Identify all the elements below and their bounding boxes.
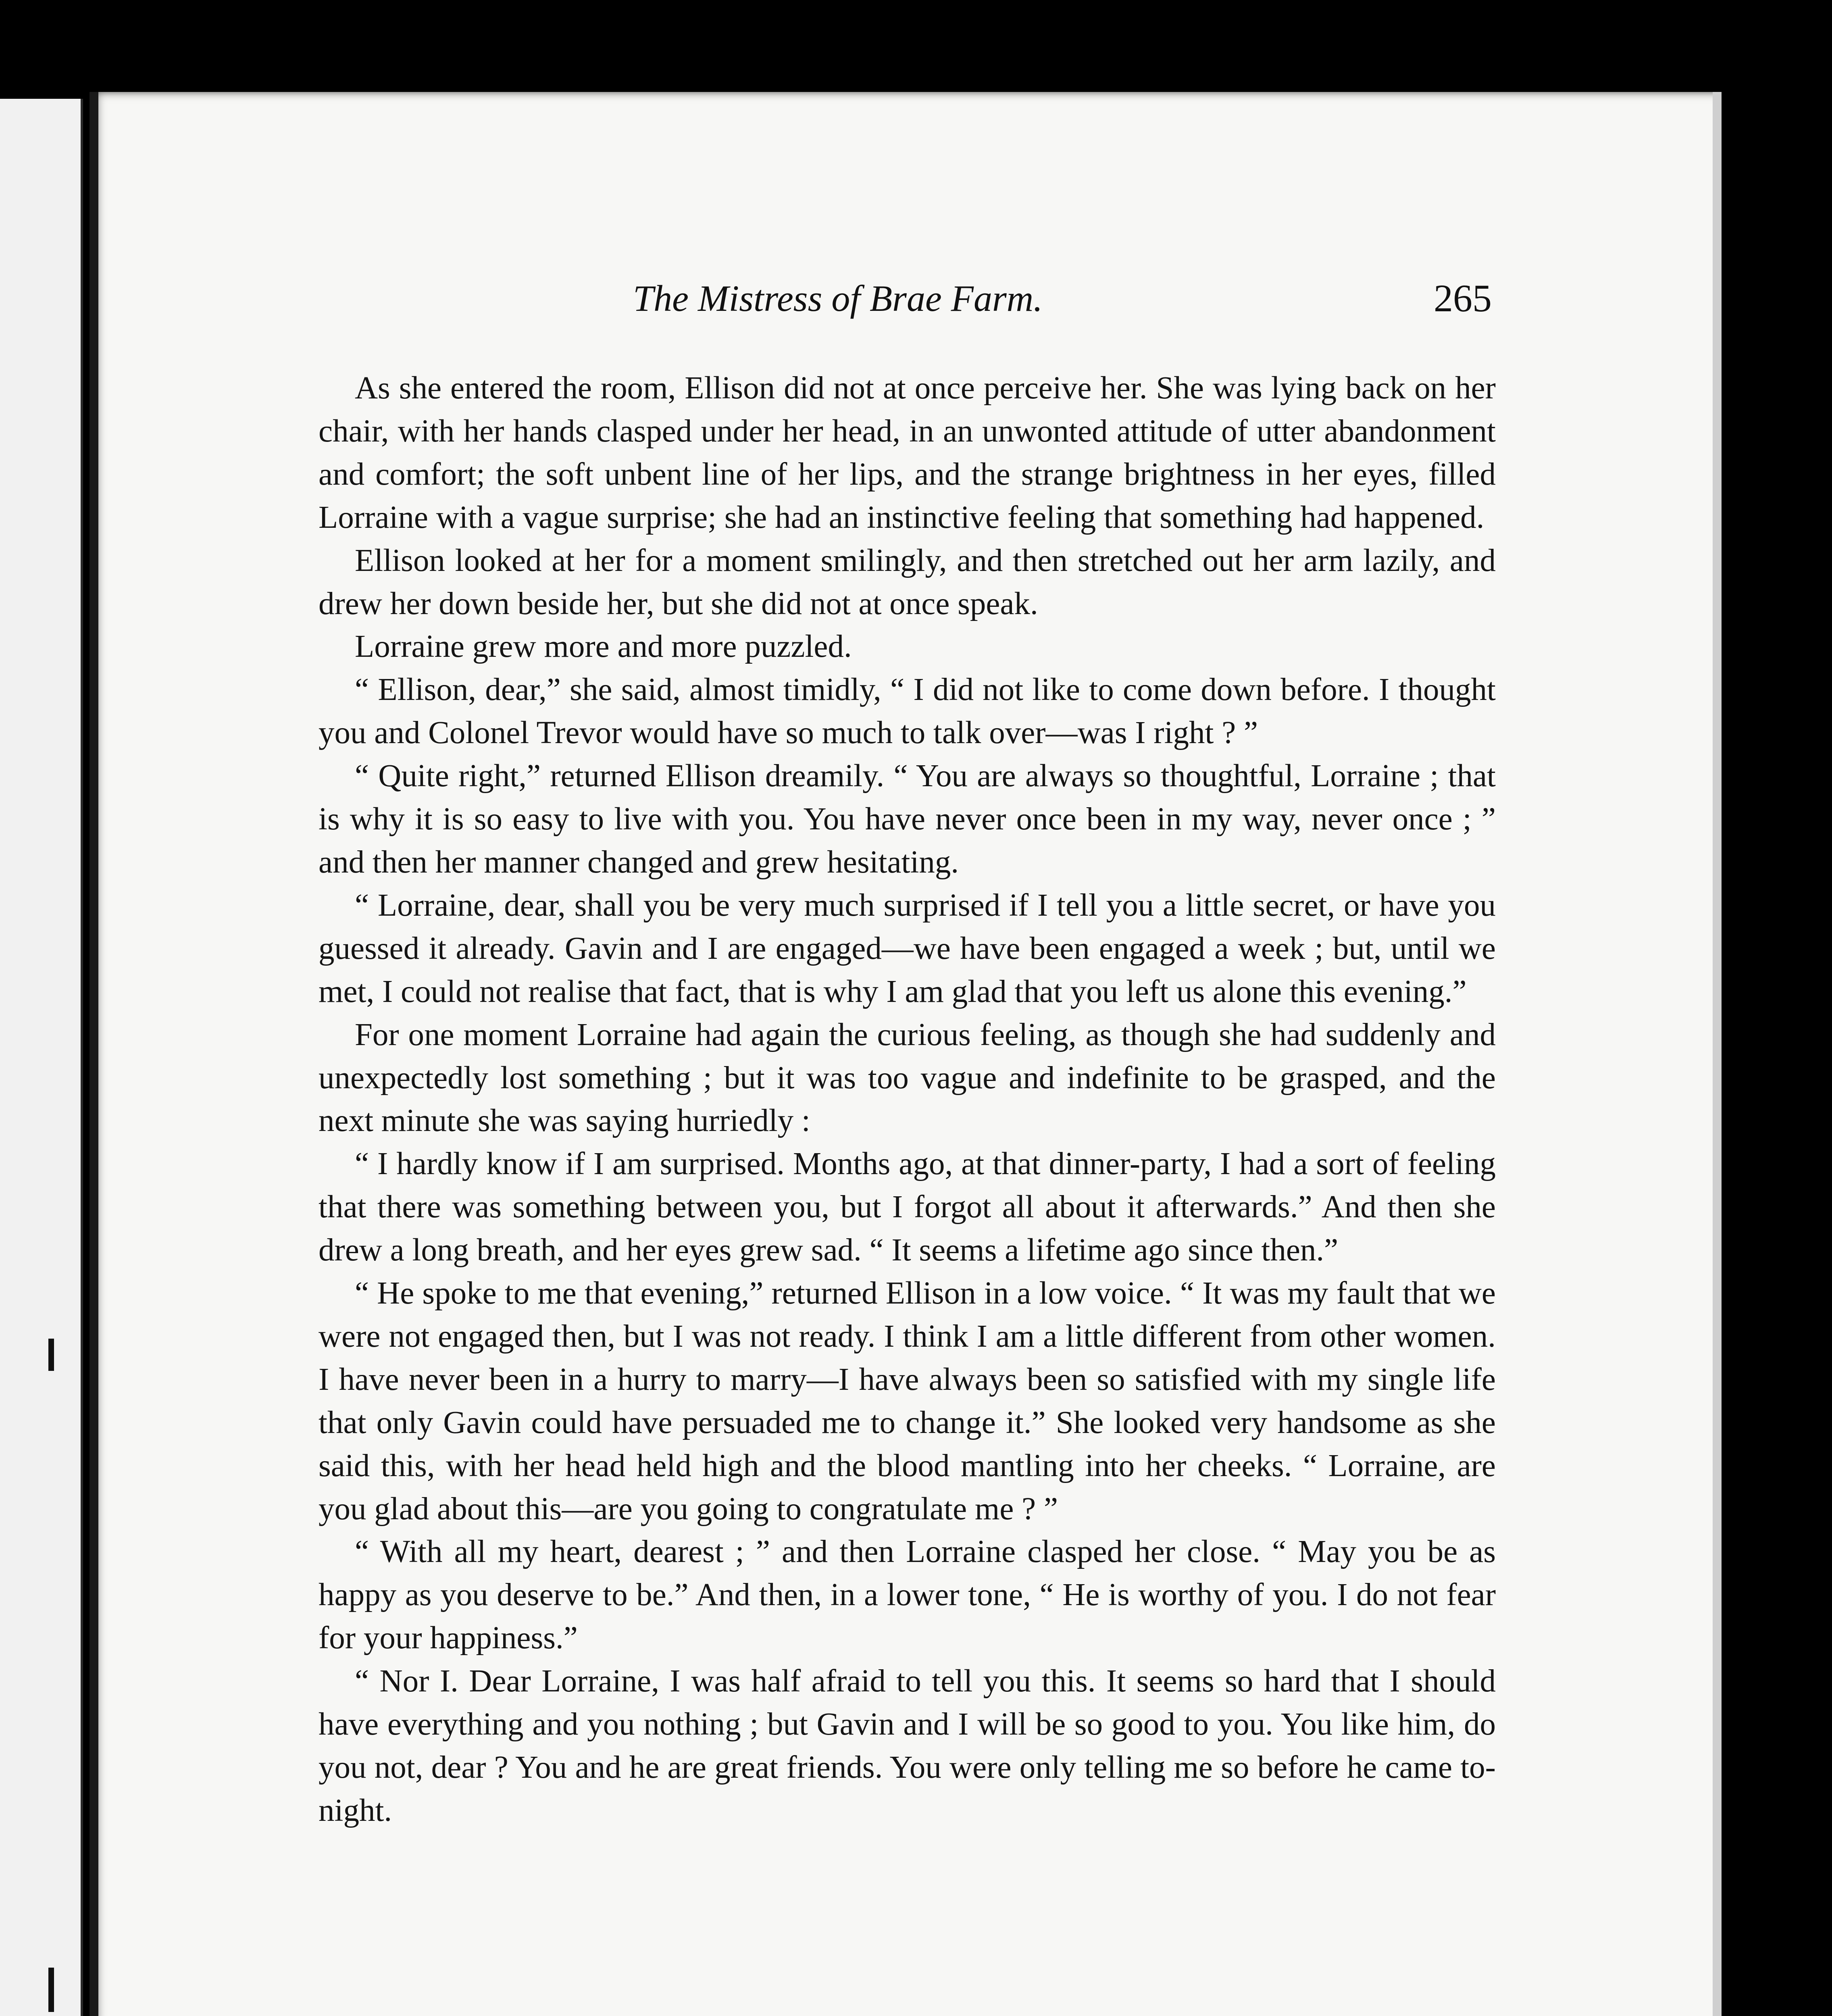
paragraph: Ellison looked at her for a moment smilingly, and then stretched out her arm lazily, and drew her down beside her, but she did not at once speak. — [319, 543, 1496, 621]
paragraph: “ Nor I. Dear Lorraine, I was half afraid to tell you this. It seems so hard that I should have everything and you nothing ; but Gavin and I will be so good to you. You like him, do you not, dear ? You and he are great friends. You were only telling me so before he came to-night. — [319, 1664, 1496, 1828]
margin-mark — [48, 1339, 54, 1371]
paragraph: “ He spoke to me that evening,” returned Ellison in a low voice. “ It was my fault that we were not engaged then, but I was not ready. I think I am a little different from other women. I have never been in a hurry to marry—I have always been so satisfied with my single life that only Gavin could have persuaded me to change it.” She looked very handsome as she said this, with her head held high and the blood mantling into her cheeks. “ Lorraine, are you glad about this—are you going to congratulate me ? ” — [319, 1276, 1496, 1527]
paragraph: As she entered the room, Ellison did not at once perceive her. She was lying back on her chair, with her hands clasped under her head, in an unwonted attitude of utter abandonment and comfort; the soft unbent line of her lips, and the strange brightness in her eyes, filled Lorraine with a vague surprise; she had an instinctive feeling that something had happened. — [319, 371, 1496, 535]
paragraph: “ Lorraine, dear, shall you be very much surprised if I tell you a little secret, or have you guessed it already. Gavin and I are engaged—we have been engaged a week ; but, until we met, I could not realise that fact, that is why I am glad that you left us alone this evening.” — [319, 887, 1496, 1009]
previous-page-edge — [0, 99, 83, 2016]
margin-mark — [48, 1968, 54, 2012]
paragraph: “ With all my heart, dearest ; ” and then Lorraine clasped her close. “ May you be as happy as you deserve to be.” And then, in a lower tone, “ He is worthy of you. I do not fear for your happiness.” — [319, 1534, 1496, 1656]
running-title: The Mistress of Brae Farm. — [633, 278, 1043, 319]
paragraph: For one moment Lorraine had again the curious feeling, as though she had suddenly and unexpectedly lost something ; but it was too vague and indefinite to be grasped, and the next minute she was saying hurriedly : — [319, 1017, 1496, 1139]
paragraph: “ Quite right,” returned Ellison dreamily. “ You are always so thoughtful, Lorraine ; that is why it is so easy to live with you. You have never once been in my way, never once ; ” and then her manner changed and grew hesitating. — [319, 758, 1496, 880]
paragraph: Lorraine grew more and more puzzled. — [355, 629, 852, 664]
body-text — [319, 367, 1496, 1833]
running-header — [319, 274, 1492, 323]
paragraph: “ I hardly know if I am surprised. Months ago, at that dinner-party, I had a sort of feeling that there was something between you, but I forgot all about it afterwards.” And then she drew a long breath, and her eyes grew sad. “ It seems a lifetime ago since then.” — [319, 1146, 1496, 1268]
page-right-edge — [1713, 92, 1722, 2016]
page-gutter — [90, 92, 98, 2016]
page-number: 265 — [1434, 277, 1492, 320]
paragraph: “ Ellison, dear,” she said, almost timidly, “ I did not like to come down before. I thought you and Colonel Trevor would have so much to talk over—was I right ? ” — [319, 672, 1496, 751]
